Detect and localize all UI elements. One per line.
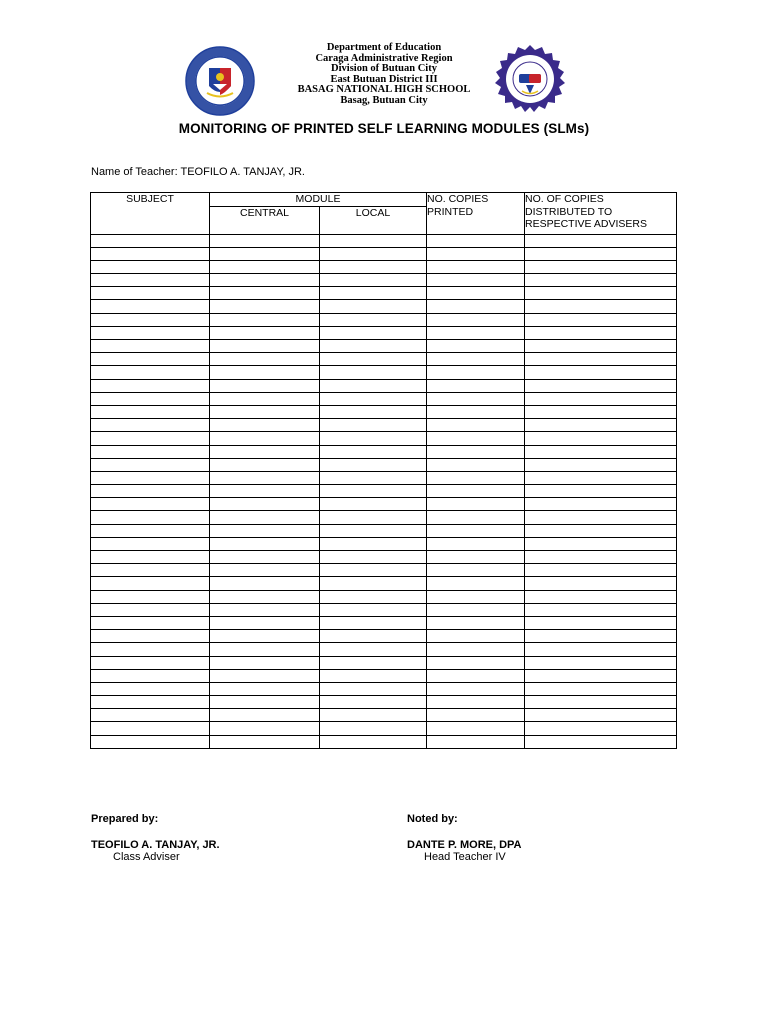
col-local: LOCAL	[320, 206, 427, 234]
table-cell[interactable]	[210, 471, 320, 484]
table-row	[91, 551, 677, 564]
table-cell[interactable]	[210, 643, 320, 656]
table-row	[91, 669, 677, 682]
table-cell[interactable]	[91, 353, 210, 366]
table-cell[interactable]	[91, 419, 210, 432]
table-cell[interactable]	[525, 247, 677, 260]
table-cell[interactable]	[91, 564, 210, 577]
table-row	[91, 498, 677, 511]
slm-monitoring-table	[90, 192, 677, 749]
table-cell[interactable]	[525, 287, 677, 300]
table-cell[interactable]	[91, 458, 210, 471]
table-cell[interactable]	[210, 709, 320, 722]
school-seal-icon	[494, 44, 566, 116]
table-cell[interactable]	[427, 353, 525, 366]
table-row	[91, 696, 677, 709]
table-cell[interactable]	[525, 656, 677, 669]
table-cell[interactable]	[320, 366, 427, 379]
table-cell[interactable]	[427, 405, 525, 418]
table-cell[interactable]	[91, 340, 210, 353]
table-cell[interactable]	[525, 379, 677, 392]
table-cell[interactable]	[320, 485, 427, 498]
table-cell[interactable]	[320, 709, 427, 722]
table-cell[interactable]	[210, 524, 320, 537]
table-cell[interactable]	[427, 313, 525, 326]
office-header	[270, 43, 498, 107]
table-cell[interactable]	[525, 722, 677, 735]
table-cell[interactable]	[427, 498, 525, 511]
table-cell[interactable]	[320, 234, 427, 247]
table-cell[interactable]	[525, 260, 677, 273]
table-row	[91, 656, 677, 669]
table-cell[interactable]	[320, 616, 427, 629]
prepared-label: Prepared by:	[91, 813, 159, 825]
table-cell[interactable]	[427, 300, 525, 313]
table-cell[interactable]	[320, 340, 427, 353]
table-cell[interactable]	[525, 326, 677, 339]
table-cell[interactable]	[91, 234, 210, 247]
table-cell[interactable]	[525, 234, 677, 247]
table-cell[interactable]	[91, 405, 210, 418]
table-row	[91, 313, 677, 326]
table-cell[interactable]	[525, 577, 677, 590]
table-cell[interactable]	[320, 300, 427, 313]
table-row	[91, 735, 677, 748]
table-row	[91, 590, 677, 603]
table-cell[interactable]	[210, 590, 320, 603]
table-cell[interactable]	[320, 682, 427, 695]
table-row	[91, 445, 677, 458]
table-cell[interactable]	[91, 392, 210, 405]
table-cell[interactable]	[91, 537, 210, 550]
table-cell[interactable]	[427, 379, 525, 392]
table-cell[interactable]	[427, 722, 525, 735]
table-row	[91, 432, 677, 445]
table-row	[91, 300, 677, 313]
table-row	[91, 485, 677, 498]
table-row	[91, 603, 677, 616]
table-cell[interactable]	[525, 669, 677, 682]
table-row	[91, 260, 677, 273]
prepared-role: Class Adviser	[113, 851, 180, 863]
table-cell[interactable]	[427, 616, 525, 629]
table-cell[interactable]	[320, 696, 427, 709]
table-row	[91, 405, 677, 418]
table-cell[interactable]	[320, 392, 427, 405]
table-cell[interactable]	[91, 313, 210, 326]
table-cell[interactable]	[91, 669, 210, 682]
table-cell[interactable]	[320, 247, 427, 260]
table-cell[interactable]	[320, 445, 427, 458]
table-cell[interactable]	[91, 709, 210, 722]
table-cell[interactable]	[320, 313, 427, 326]
table-cell[interactable]	[525, 471, 677, 484]
table-cell[interactable]	[320, 577, 427, 590]
table-cell[interactable]	[320, 630, 427, 643]
table-cell[interactable]	[427, 537, 525, 550]
table-cell[interactable]	[210, 326, 320, 339]
noted-by-block	[407, 813, 522, 863]
table-cell[interactable]	[210, 419, 320, 432]
table-row	[91, 643, 677, 656]
table-cell[interactable]	[210, 616, 320, 629]
teacher-name-line	[91, 166, 305, 178]
table-cell[interactable]	[210, 392, 320, 405]
table-cell[interactable]	[525, 511, 677, 524]
col-copies-printed: NO. COPIES PRINTED	[427, 193, 525, 235]
table-cell[interactable]	[210, 379, 320, 392]
table-cell[interactable]	[320, 643, 427, 656]
table-cell[interactable]	[91, 511, 210, 524]
table-cell[interactable]	[210, 735, 320, 748]
table-cell[interactable]	[210, 313, 320, 326]
table-cell[interactable]	[91, 366, 210, 379]
table-cell[interactable]	[320, 524, 427, 537]
table-cell[interactable]	[320, 471, 427, 484]
table-cell[interactable]	[210, 247, 320, 260]
table-cell[interactable]	[525, 564, 677, 577]
table-row	[91, 353, 677, 366]
table-cell[interactable]	[525, 682, 677, 695]
table-cell[interactable]	[525, 405, 677, 418]
col-module: MODULE	[210, 193, 427, 207]
table-cell[interactable]	[91, 656, 210, 669]
table-cell[interactable]	[210, 366, 320, 379]
table-cell[interactable]	[91, 696, 210, 709]
table-cell[interactable]	[427, 682, 525, 695]
table-cell[interactable]	[427, 326, 525, 339]
table-cell[interactable]	[525, 709, 677, 722]
deped-seal-icon	[185, 46, 255, 116]
table-cell[interactable]	[210, 287, 320, 300]
table-row	[91, 616, 677, 629]
table-cell[interactable]	[427, 524, 525, 537]
table-cell[interactable]	[320, 379, 427, 392]
table-row	[91, 392, 677, 405]
header-line: East Butuan District III	[330, 73, 438, 85]
table-cell[interactable]	[525, 274, 677, 287]
table-cell[interactable]	[427, 392, 525, 405]
table-cell[interactable]	[320, 564, 427, 577]
table-cell[interactable]	[91, 274, 210, 287]
table-cell[interactable]	[210, 603, 320, 616]
table-cell[interactable]	[320, 498, 427, 511]
table-cell[interactable]	[210, 577, 320, 590]
table-cell[interactable]	[91, 260, 210, 273]
table-cell[interactable]	[427, 458, 525, 471]
header-line: Caraga Administrative Region	[315, 52, 453, 64]
table-cell[interactable]	[427, 247, 525, 260]
table-cell[interactable]	[210, 300, 320, 313]
table-cell[interactable]	[210, 432, 320, 445]
table-row	[91, 419, 677, 432]
table-cell[interactable]	[525, 485, 677, 498]
table-cell[interactable]	[427, 564, 525, 577]
table-cell[interactable]	[210, 485, 320, 498]
table-cell[interactable]	[427, 260, 525, 273]
table-cell[interactable]	[320, 511, 427, 524]
table-row	[91, 524, 677, 537]
table-row	[91, 340, 677, 353]
table-cell[interactable]	[525, 458, 677, 471]
table-cell[interactable]	[91, 735, 210, 748]
table-cell[interactable]	[210, 353, 320, 366]
table-row	[91, 287, 677, 300]
table-cell[interactable]	[525, 603, 677, 616]
table-cell[interactable]	[427, 419, 525, 432]
table-cell[interactable]	[427, 485, 525, 498]
table-row	[91, 577, 677, 590]
noted-label: Noted by:	[407, 813, 458, 825]
table-cell[interactable]	[210, 405, 320, 418]
table-cell[interactable]	[91, 590, 210, 603]
table-cell[interactable]	[91, 287, 210, 300]
table-cell[interactable]	[427, 735, 525, 748]
table-cell[interactable]	[210, 682, 320, 695]
table-cell[interactable]	[210, 274, 320, 287]
table-cell[interactable]	[427, 551, 525, 564]
table-cell[interactable]	[525, 392, 677, 405]
table-cell[interactable]	[91, 300, 210, 313]
table-cell[interactable]	[91, 445, 210, 458]
table-row	[91, 537, 677, 550]
table-cell[interactable]	[210, 722, 320, 735]
table-cell[interactable]	[320, 260, 427, 273]
table-cell[interactable]	[320, 432, 427, 445]
header-line: Division of Butuan City	[331, 63, 437, 75]
table-cell[interactable]	[91, 379, 210, 392]
table-cell[interactable]	[525, 419, 677, 432]
table-cell[interactable]	[320, 735, 427, 748]
table-cell[interactable]	[525, 537, 677, 550]
table-cell[interactable]	[210, 511, 320, 524]
table-row	[91, 511, 677, 524]
table-cell[interactable]	[320, 419, 427, 432]
table-cell[interactable]	[525, 735, 677, 748]
table-cell[interactable]	[210, 656, 320, 669]
table-cell[interactable]	[320, 274, 427, 287]
table-row	[91, 379, 677, 392]
table-cell[interactable]	[210, 458, 320, 471]
table-row	[91, 564, 677, 577]
col-copies-distributed: NO. OF COPIES DISTRIBUTED TO RESPECTIVE ADVISERS	[525, 193, 677, 235]
form-title: MONITORING OF PRINTED SELF LEARNING MODULES (SLMs)	[178, 121, 590, 136]
table-cell[interactable]	[525, 524, 677, 537]
table-cell[interactable]	[525, 353, 677, 366]
table-cell[interactable]	[320, 353, 427, 366]
table-cell[interactable]	[320, 405, 427, 418]
table-cell[interactable]	[320, 537, 427, 550]
table-cell[interactable]	[525, 630, 677, 643]
table-cell[interactable]	[427, 590, 525, 603]
table-cell[interactable]	[427, 603, 525, 616]
table-cell[interactable]	[91, 524, 210, 537]
table-cell[interactable]	[427, 287, 525, 300]
table-cell[interactable]	[320, 669, 427, 682]
table-cell[interactable]	[91, 616, 210, 629]
table-row	[91, 234, 677, 247]
table-cell[interactable]	[210, 234, 320, 247]
table-cell[interactable]	[210, 498, 320, 511]
table-cell[interactable]	[427, 340, 525, 353]
table-row	[91, 274, 677, 287]
table-cell[interactable]	[91, 643, 210, 656]
table-cell[interactable]	[91, 722, 210, 735]
teacher-name: TEOFILO A. TANJAY, JR.	[180, 166, 305, 178]
table-cell[interactable]	[427, 511, 525, 524]
table-cell[interactable]	[525, 551, 677, 564]
table-cell[interactable]	[320, 326, 427, 339]
table-cell[interactable]	[427, 577, 525, 590]
teacher-label: Name of Teacher:	[91, 166, 178, 178]
table-row	[91, 326, 677, 339]
table-cell[interactable]	[210, 537, 320, 550]
table-cell[interactable]	[427, 669, 525, 682]
table-row	[91, 722, 677, 735]
table-cell[interactable]	[427, 366, 525, 379]
table-cell[interactable]	[427, 709, 525, 722]
table-cell[interactable]	[320, 590, 427, 603]
col-subject: SUBJECT	[91, 193, 210, 235]
table-row	[91, 458, 677, 471]
table-cell[interactable]	[210, 564, 320, 577]
table-cell[interactable]	[210, 669, 320, 682]
table-cell[interactable]	[427, 234, 525, 247]
table-row	[91, 366, 677, 379]
table-cell[interactable]	[525, 432, 677, 445]
table-cell[interactable]	[91, 630, 210, 643]
table-row	[91, 247, 677, 260]
table-cell[interactable]	[91, 247, 210, 260]
table-cell[interactable]	[320, 722, 427, 735]
prepared-by-block	[91, 813, 220, 863]
table-cell[interactable]	[320, 287, 427, 300]
table-cell[interactable]	[320, 458, 427, 471]
header-line: Basag, Butuan City	[340, 94, 428, 106]
table-cell[interactable]	[210, 340, 320, 353]
table-cell[interactable]	[525, 300, 677, 313]
table-cell[interactable]	[525, 590, 677, 603]
table-cell[interactable]	[427, 696, 525, 709]
table-cell[interactable]	[210, 696, 320, 709]
header-line: Department of Education	[326, 42, 442, 53]
table-cell[interactable]	[525, 498, 677, 511]
noted-role: Head Teacher IV	[424, 851, 506, 863]
table-cell[interactable]	[320, 656, 427, 669]
table-cell[interactable]	[210, 445, 320, 458]
table-cell[interactable]	[91, 498, 210, 511]
table-cell[interactable]	[91, 551, 210, 564]
table-row	[91, 682, 677, 695]
table-row	[91, 630, 677, 643]
table-cell[interactable]	[427, 643, 525, 656]
table-body	[91, 234, 677, 748]
table-cell[interactable]	[320, 551, 427, 564]
table-row	[91, 709, 677, 722]
table-cell[interactable]	[210, 630, 320, 643]
col-central: CENTRAL	[210, 206, 320, 234]
table-cell[interactable]	[525, 340, 677, 353]
header-line: BASAG NATIONAL HIGH SCHOOL	[297, 84, 471, 96]
table-cell[interactable]	[427, 432, 525, 445]
table-cell[interactable]	[91, 326, 210, 339]
table-cell[interactable]	[525, 313, 677, 326]
prepared-name: TEOFILO A. TANJAY, JR.	[91, 839, 220, 851]
table-cell[interactable]	[427, 656, 525, 669]
table-cell[interactable]	[525, 696, 677, 709]
table-cell[interactable]	[525, 643, 677, 656]
table-cell[interactable]	[91, 682, 210, 695]
table-cell[interactable]	[525, 445, 677, 458]
table-row	[91, 471, 677, 484]
table-cell[interactable]	[525, 366, 677, 379]
table-cell[interactable]	[427, 630, 525, 643]
table-cell[interactable]	[91, 603, 210, 616]
table-cell[interactable]	[427, 274, 525, 287]
table-cell[interactable]	[210, 551, 320, 564]
table-cell[interactable]	[525, 616, 677, 629]
table-cell[interactable]	[427, 445, 525, 458]
table-cell[interactable]	[210, 260, 320, 273]
table-cell[interactable]	[427, 471, 525, 484]
table-cell[interactable]	[91, 432, 210, 445]
noted-name: DANTE P. MORE, DPA	[407, 839, 522, 851]
table-cell[interactable]	[91, 577, 210, 590]
table-cell[interactable]	[91, 485, 210, 498]
table-cell[interactable]	[320, 603, 427, 616]
table-cell[interactable]	[91, 471, 210, 484]
